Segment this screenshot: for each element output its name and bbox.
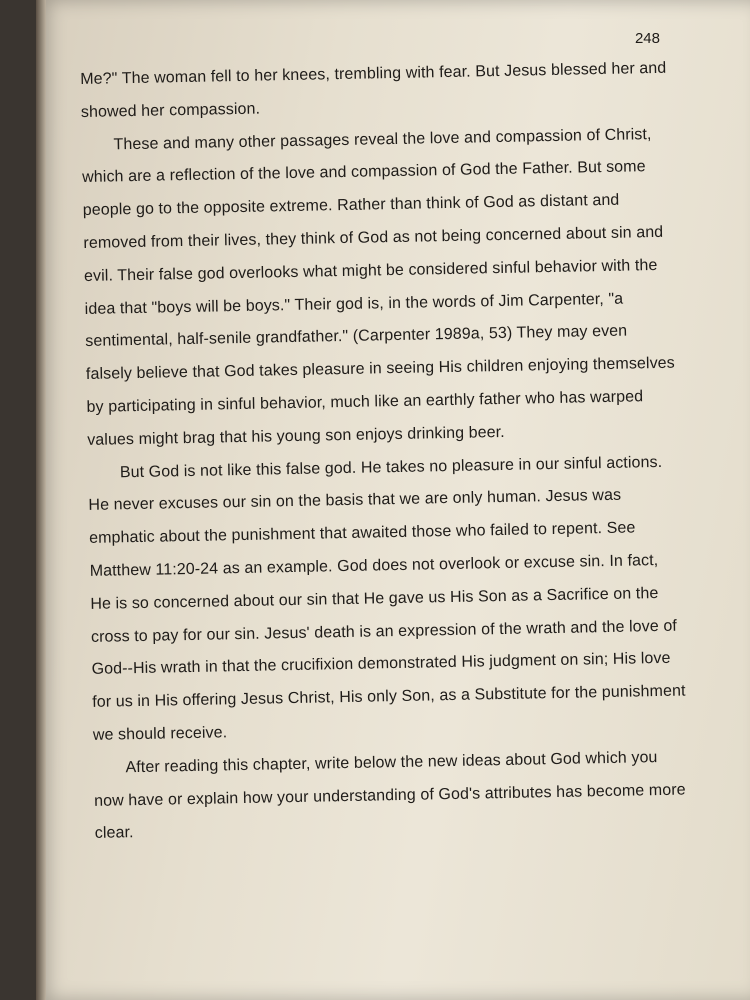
text-line: cross to pay for our sin. Jesus' death is an expression of the wrath and the love of	[90, 617, 678, 646]
text-line: God--His wrath in that the crucifixion demonstrated His judgment on sin; His love	[91, 650, 671, 679]
text-line: falsely believe that God takes pleasure in seeing His children enjoying themselves	[85, 354, 675, 384]
text-line: Me?" The woman fell to her knees, trembling with fear. But Jesus blessed her and	[80, 59, 667, 88]
page-number: 248	[634, 30, 660, 47]
paragraph-2	[81, 118, 687, 457]
text-line: idea that "boys will be boys." Their god is, in the words of Jim Carpenter, "a	[84, 290, 624, 318]
text-line: sentimental, half-senile grandfather." (Carpenter 1989a, 53) They may even	[85, 322, 628, 351]
text-line: removed from their lives, they think of God as not being concerned about sin and	[83, 223, 664, 252]
text-line: But God is not like this false god. He takes no pleasure in our sinful actions.	[119, 453, 663, 481]
text-line: evil. Their false god overlooks what might be considered sinful behavior with the	[83, 256, 658, 285]
text-line: These and many other passages reveal the love and compassion of Christ,	[113, 125, 652, 153]
text-line: people go to the opposite extreme. Rather than think of God as distant and	[82, 191, 620, 220]
text-line: He is so concerned about our sin that He gave us His Son as a Sacrifice on the	[90, 584, 659, 613]
text-line: which are a reflection of the love and compassion of God the Father. But some	[82, 158, 646, 187]
paragraph-1	[80, 52, 681, 129]
text-line: by participating in sinful behavior, much like an earthly father who has warped	[86, 388, 644, 416]
paragraph-3	[88, 446, 694, 753]
text-line: now have or explain how your understanding of God's attributes has become more	[93, 781, 686, 810]
text-line: we should receive.	[92, 724, 228, 744]
page-text	[80, 52, 695, 850]
paragraph-4	[93, 741, 695, 851]
text-line: for us in His offering Jesus Christ, His only Son, as a Substitute for the punishment	[92, 682, 686, 712]
text-line: showed her compassion.	[80, 100, 261, 121]
text-line: After reading this chapter, write below the new ideas about God which you	[125, 748, 658, 776]
text-line: Matthew 11:20-24 as an example. God does not overlook or excuse sin. In fact,	[89, 551, 659, 580]
text-line: values might brag that his young son enjoys drinking beer.	[87, 423, 505, 449]
text-line: emphatic about the punishment that awaited those who failed to repent. See	[88, 519, 636, 548]
text-line: He never excuses our sin on the basis that we are only human. Jesus was	[88, 487, 622, 515]
book-spine	[36, 0, 46, 1000]
text-line: clear.	[94, 824, 134, 843]
